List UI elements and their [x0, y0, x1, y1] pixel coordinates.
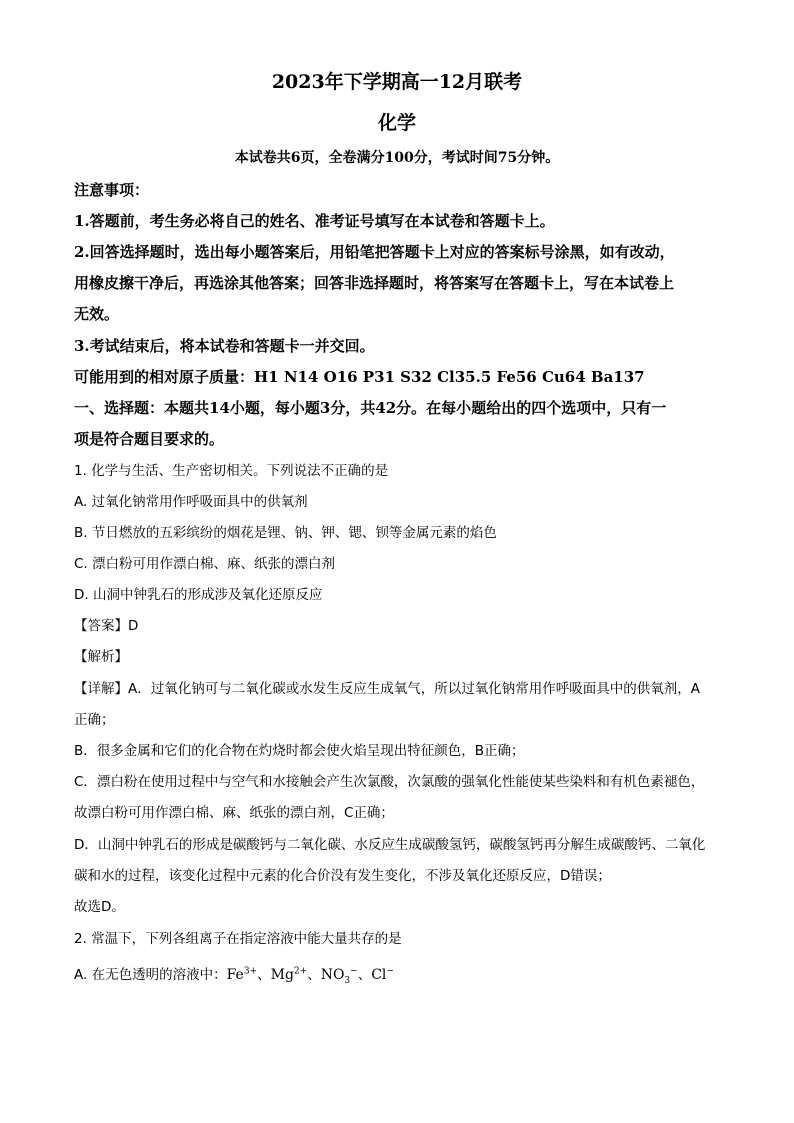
subject-title: 化学 [377, 112, 416, 134]
ion-cl: Cl− [371, 966, 394, 983]
section-heading-line-2: 项是符合题目要求的。 [74, 430, 225, 448]
question-1-option-a: A. 过氧化钠常用作呼吸面具中的供氧剂 [74, 494, 308, 510]
question-1-detail-d-line-1: D．山洞中钟乳石的形成是碳酸钙与二氧化碳、水反应生成碳酸氢钙，碳酸氢钙再分解生成碳酸钙、二氧化 [74, 837, 706, 853]
question-1-detail-a-line-1: 【详解】A．过氧化钠可与二氧化碳或水发生反应生成氧气，所以过氧化钠常用作呼吸面具中的供氧剂，A [74, 681, 700, 697]
question-1-detail-c-line-2: 故漂白粉可用作漂白棉、麻、纸张的漂白剂，C正确； [74, 805, 394, 821]
atomic-mass-line: 可能用到的相对原子质量：H1 N14 O16 P31 S32 Cl35.5 Fe56 Cu64 Ba137 [74, 368, 645, 386]
question-1-option-b: B. 节日燃放的五彩缤纷的烟花是锂、钠、钾、锶、钡等金属元素的焰色 [74, 525, 497, 541]
notice-item-2-line-1: 2.回答选择题时，选出每小题答案后，用铅笔把答题卡上对应的答案标号涂黑，如有改动， [74, 243, 675, 261]
notice-item-1: 1.答题前，考生务必将自己的姓名、准考证号填写在本试卷和答题卡上。 [74, 212, 555, 230]
question-2-stem: 2. 常温下，下列各组离子在指定溶液中能大量共存的是 [74, 931, 402, 947]
question-1-stem: 1. 化学与生活、生产密切相关。下列说法不正确的是 [74, 463, 389, 479]
ion-separator: 、 [257, 967, 271, 983]
question-1-conclusion: 故选D。 [74, 899, 125, 915]
ion-separator: 、 [357, 967, 372, 983]
question-1-detail-b: B．很多金属和它们的化合物在灼烧时都会使火焰呈现出特征颜色，B正确； [74, 743, 525, 759]
notice-heading: 注意事项： [74, 181, 150, 199]
section-heading-line-1: 一、选择题：本题共14小题，每小题3分，共42分。在每小题给出的四个选项中，只有一 [74, 399, 667, 417]
notice-item-2-line-3: 无效。 [74, 305, 120, 323]
question-2-option-a [74, 966, 394, 986]
ion-separator: 、 [307, 967, 321, 983]
question-1-detail-d-line-2: 碳和水的过程，该变化过程中元素的化合价没有发生变化，不涉及氧化还原反应，D错误； [74, 868, 611, 884]
question-1-option-c: C. 漂白粉可用作漂白棉、麻、纸张的漂白剂 [74, 556, 336, 572]
exam-info: 本试卷共6页，全卷满分100分，考试时间75分钟。 [234, 150, 560, 166]
question-1-option-d: D. 山洞中钟乳石的形成涉及氧化还原反应 [74, 587, 323, 603]
ion-no3: $NO_3^-$ [320, 966, 358, 986]
notice-item-2-line-2: 用橡皮擦干净后，再选涂其他答案；回答非选择题时，将答案写在答题卡上，写在本试卷上 [74, 274, 675, 292]
question-1-answer: 【答案】D [74, 618, 139, 634]
question-1-detail-c-line-1: C．漂白粉在使用过程中与空气和水接触会产生次氯酸，次氯酸的强氧化性能使某些染料和有机色素褪色， [74, 774, 705, 790]
question-1-analysis-label: 【解析】 [74, 649, 128, 665]
question-2-option-a-prefix: A. 在无色透明的溶液中： [74, 967, 227, 983]
page-title: 2023年下学期高一12月联考 [271, 71, 523, 93]
ion-mg: $Mg^{2+}$ [270, 966, 308, 983]
ion-fe: $Fe^{3+}$ [226, 966, 258, 983]
question-1-detail-a-line-2: 正确； [74, 712, 115, 728]
notice-item-3: 3.考试结束后，将本试卷和答题卡一并交回。 [74, 337, 375, 355]
